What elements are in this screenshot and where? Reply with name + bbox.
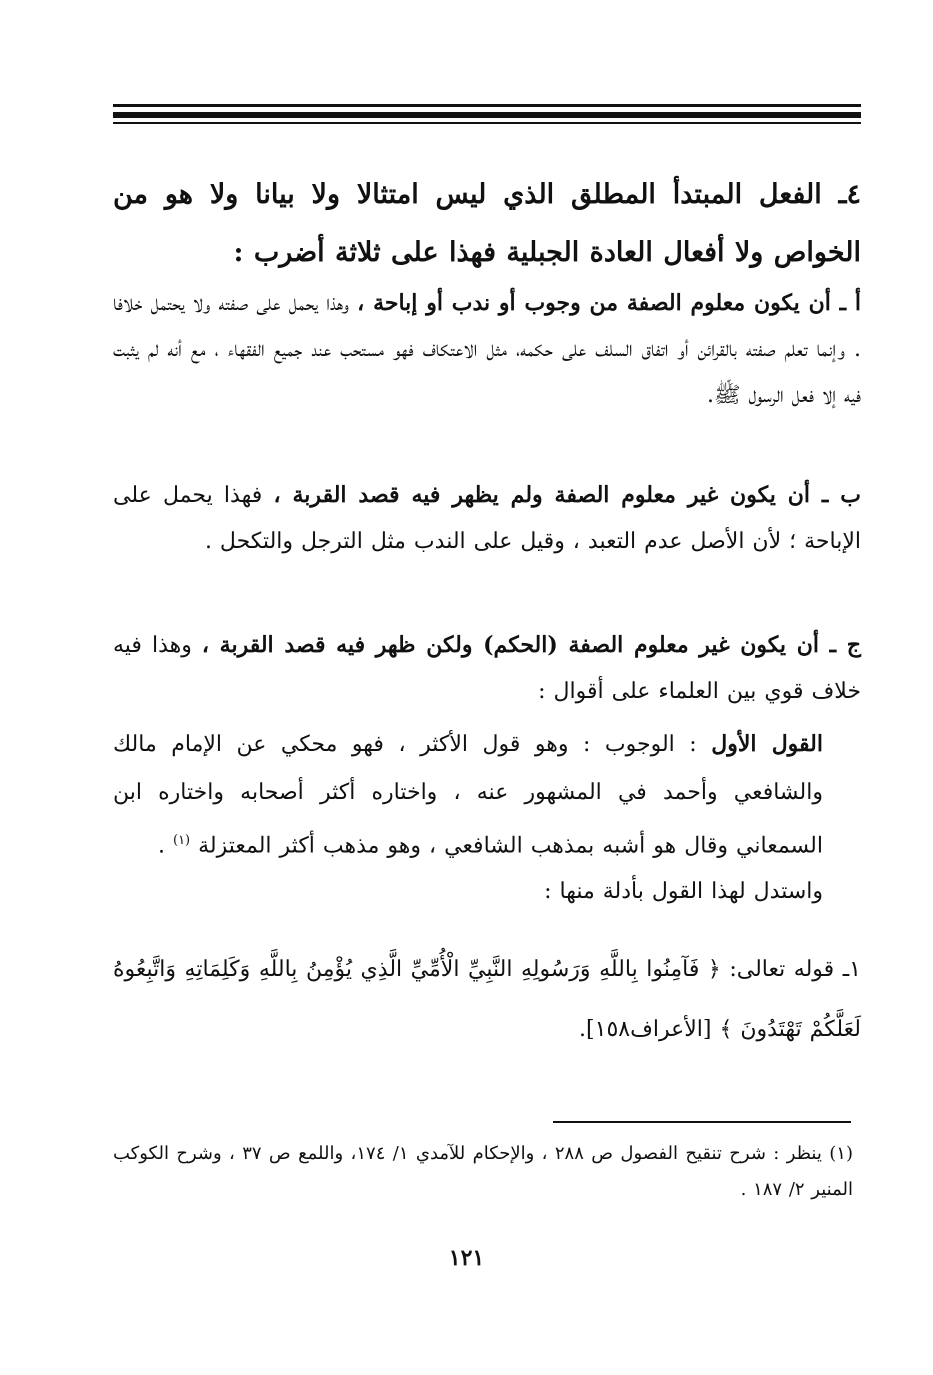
item-b: [113, 472, 861, 565]
item-b-text: فهذا يحمل على الإباحة ؛ لأن الأصل عدم التعبد ، وقيل على الندب مثل الترجل والتكحل .: [113, 483, 861, 554]
evidence-intro: واستدل لهذا القول بأدلة منها :: [544, 879, 823, 904]
header-rule-thin-bottom: [113, 122, 861, 124]
quran-verse-citation: ١ـ قوله تعالى: ﴿ فَآمِنُوا بِاللَّهِ وَرَسُولِهِ النَّبِيِّ الْأُمِّيِّ الَّذِي يُؤْمِنُ بِاللَّهِ وَكَلِمَاتِهِ وَاتَّبِعُوهُ لَعَلَّكُمْ تَهْتَدُونَ ﴾ [الأعراف١٥٨].: [113, 957, 861, 1042]
item-a-lead: أ ـ أن يكون معلوم الصفة من وجوب أو ندب أو إباحة ،: [357, 290, 861, 316]
footnote-text: (١) ينظر : شرح تنقيح الفصول ص ٢٨٨ ، والإحكام للآمدي ١/ ١٧٤، واللمع ص ٣٧ ، وشرح الكوكب المنير ٢/ ١٨٧ .: [113, 1143, 853, 1200]
item-c: [113, 622, 861, 715]
footnote-separator: [553, 1121, 851, 1123]
item-c-text: وهذا فيه خلاف قوي بين العلماء على أقوال :: [113, 633, 861, 704]
first-opinion-paragraph: [113, 720, 823, 870]
item-c-lead: ج ـ أن يكون غير معلوم الصفة (الحكم) ولكن ظهر فيه قصد القربة ،: [201, 632, 861, 658]
page-number: ١٢١: [448, 1245, 485, 1271]
first-opinion-lead: القول الأول: [711, 731, 823, 757]
section-heading: ٤ـ الفعل المبتدأ المطلق الذي ليس امتثالا ولا بيانا ولا هو من الخواص ولا أفعال العادة الجبلية فهذا على ثلاثة أضرب :: [113, 179, 861, 268]
footnote-reference[interactable]: (١): [172, 833, 191, 848]
header-rule-thick: [113, 112, 861, 118]
item-a: [113, 280, 861, 419]
item-b-lead: ب ـ أن يكون غير معلوم الصفة ولم يظهر فيه قصد القربة ،: [273, 482, 861, 508]
header-rule-thin-top: [113, 104, 861, 107]
first-opinion-text: : الوجوب : وهو قول الأكثر ، فهو محكي عن الإمام مالك والشافعي وأحمد في المشهور عنه ، واختاره أكثر أصحابه واختاره ابن السمعاني وقال هو أشبه بمذهب الشافعي ، وهو مذهب أكثر المعتزلة: [113, 732, 823, 859]
first-opinion-end: .: [157, 833, 173, 859]
item-a-text: وهذا يحمل على صفته ولا يحتمل خلافا . وإنما تعلم صفته بالقرائن أو اتفاق السلف على حكمه، مثل الاعتكاف فهو مستحب عند جميع الفقهاء ، مع أنه لم يثبت فيه إلا فعل الرسول ﷺ.: [113, 291, 861, 408]
